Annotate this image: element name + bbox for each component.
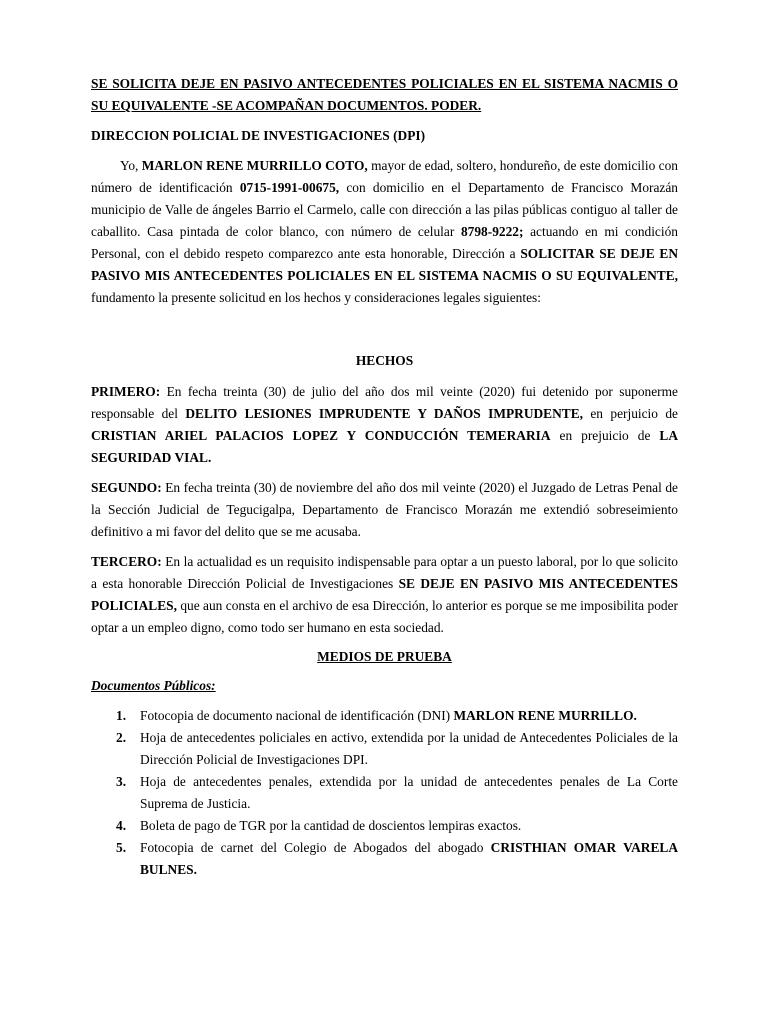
intro-paragraph [91,155,678,309]
fact-emphasis: SE DEJE EN PASIVO MIS ANTECEDENTES POLICIALES, [91,576,678,613]
fact-text: En fecha treinta (30) de julio del año dos mil veinte (2020) fui detenido por suponerme responsable del [91,384,678,421]
fact-text: en perjuicio de [582,406,678,421]
evidence-item [91,727,678,771]
phone-number: 8798-9222; [460,224,524,239]
fact-text: en prejuicio de [550,428,660,443]
hechos-heading: HECHOS [355,353,414,368]
evidence-emphasis: MARLON RENE MURRILLO. [453,708,637,723]
fact-label: SEGUNDO: [91,480,162,495]
fact-label: PRIMERO: [91,384,161,399]
intro-text: mayor de edad, soltero, hondureño, de este domicilio con número de identificación [91,158,678,195]
intro-text: actuando en mi condición Personal, con el debido respeto comparezco ante esta honorable, Dirección a [91,224,678,261]
evidence-emphasis: CRISTHIAN OMAR VARELA BULNES. [140,840,678,877]
fact-text: En fecha treinta (30) de noviembre del año dos mil veinte (2020) el Juzgado de Letras Penal de la Sección Judicial de Tegucigalpa, Departamento de Francisco Morazán me extendió sobreseimiento definitivo a mi favor del delito que se me acusaba. [91,480,678,539]
fact-emphasis: LA SEGURIDAD VIAL. [91,428,678,465]
evidence-number: 4. [116,818,127,833]
intro-text: fundamento la presente solicitud en los hechos y consideraciones legales siguientes: [91,290,541,305]
evidence-list [91,705,678,881]
fact-tercero [91,551,678,639]
fact-primero [91,381,678,469]
evidence-text: Fotocopia de documento nacional de identificación (DNI) [140,708,454,723]
addressee: DIRECCION POLICIAL DE INVESTIGACIONES (DPI) [91,128,426,143]
evidence-text: Boleta de pago de TGR por la cantidad de doscientos lempiras exactos. [140,818,522,833]
documentos-publicos-subheading: Documentos Públicos: [91,678,216,693]
petitioner-name: MARLON RENE MURRILLO COTO, [141,158,368,173]
fact-emphasis: DELITO LESIONES IMPRUDENTE Y DAÑOS IMPRUDENTE, [185,406,583,421]
evidence-text: Fotocopia de carnet del Colegio de Abogados del abogado [140,840,491,855]
evidence-item [91,771,678,815]
evidence-item [91,815,678,837]
evidence-number: 2. [116,730,127,745]
evidence-number: 3. [116,774,127,789]
evidence-number: 1. [116,708,127,723]
fact-segundo [91,477,678,543]
document-subject: SE SOLICITA DEJE EN PASIVO ANTECEDENTES POLICIALES EN EL SISTEMA NACMIS O SU EQUIVALENTE -SE ACOMPAÑAN DOCUMENTOS. PODER. [91,76,678,113]
evidence-text: Hoja de antecedentes penales, extendida por la unidad de antecedentes penales de La Corte Suprema de Justicia. [140,774,678,811]
fact-text: que aun consta en el archivo de esa Dirección, lo anterior es porque se me imposibilita poder optar a un empleo digno, como todo ser humano en esta sociedad. [91,598,678,635]
fact-emphasis: CRISTIAN ARIEL PALACIOS LOPEZ Y CONDUCCIÓN TEMERARIA [91,428,551,443]
evidence-number: 5. [116,840,127,855]
intro-text: con domicilio en el Departamento de Francisco Morazán municipio de Valle de ángeles Barrio el Carmelo, calle con dirección a las pilas públicas contiguo al taller de caballito. Casa pintada de color blanco, con número de celular [91,180,679,239]
evidence-text: Hoja de antecedentes policiales en activo, extendida por la unidad de Antecedentes Policiales de la Dirección Policial de Investigaciones DPI. [140,730,678,767]
medios-de-prueba-heading: MEDIOS DE PRUEBA [317,649,452,664]
evidence-item [91,837,678,881]
request-statement: SOLICITAR SE DEJE EN PASIVO MIS ANTECEDENTES POLICIALES EN EL SISTEMA NACMIS O SU EQUIVALENTE, [91,246,678,283]
intro-text: Yo, [120,158,142,173]
fact-label: TERCERO: [91,554,162,569]
fact-text: En la actualidad es un requisito indispensable para optar a un puesto laboral, por lo que solicito a esta honorable Dirección Policial de Investigaciones [91,554,678,591]
document-page [91,73,678,881]
identification-number: 0715-1991-00675, [239,180,340,195]
evidence-item [91,705,678,727]
